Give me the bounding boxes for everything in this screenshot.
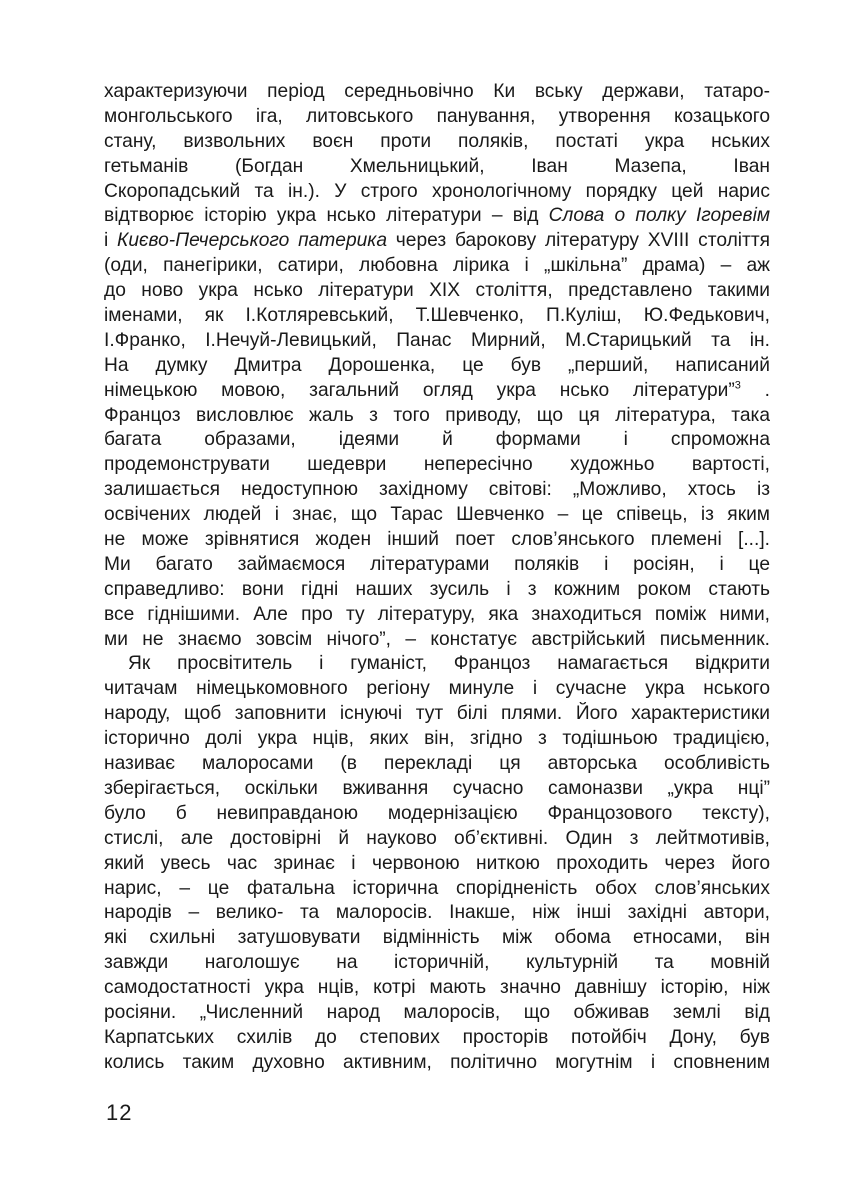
text-line: характеризуючи період середньовічно Ки вську держави, татаро- xyxy=(104,81,770,102)
text-line: було б невиправданою модернізацією Францозового тексту), xyxy=(104,802,770,824)
italic-title: Києво-Печерського патерика xyxy=(117,230,388,252)
text-line: завжди наголошує на історичній, культурній та мовній xyxy=(104,952,770,974)
text-line xyxy=(104,229,770,254)
text-fragment: німецькою мовою, загальний огляд укра нсько літератури” xyxy=(104,379,735,401)
text-line: ми не знаємо зовсім нічого”, – констатує австрійський письменник. xyxy=(104,628,770,650)
page-body xyxy=(104,80,770,1076)
text-line: народу, щоб заповнити існуючі тут білі плями. Його характеристики xyxy=(104,703,770,725)
text-line: гетьманів (Богдан Хмельницький, Іван Мазепа, Іван xyxy=(104,155,770,177)
text-line: продемонструвати шедеври непересічно художньо вартості, xyxy=(104,454,770,476)
text-line: стислі, але достовірні й науково об’єктивні. Один з лейтмотивів, xyxy=(104,827,770,849)
text-line: справедливо: вони гідні наших зусиль і з кожним роком стають xyxy=(104,578,770,600)
text-line: стану, визвольних воєн проти поляків, постаті укра нських xyxy=(104,130,770,152)
text-line: (оди, панегірики, сатири, любовна лірика і „шкільна” драма) – аж xyxy=(104,255,770,277)
text-line: до ново укра нсько літератури XIX століття, представлено такими xyxy=(104,280,770,302)
text-line: Як просвітитель і гуманіст, Францоз намагається відкрити xyxy=(128,653,770,675)
footnote-ref: 3 xyxy=(734,379,741,392)
text-line xyxy=(104,204,770,229)
text-line: освічених людей і знає, що Тарас Шевченко – це співець, із яким xyxy=(104,504,770,526)
text-line: все гіднішими. Але про ту літературу, яка знаходиться поміж ними, xyxy=(104,603,770,625)
text-line: читачам німецькомовного регіону минуле і сучасне укра нського xyxy=(104,678,770,700)
text-line: росіяни. „Численний народ малоросів, що обживав землі від xyxy=(104,1001,770,1023)
text-line: залишається недоступною західному світові: „Можливо, хтось із xyxy=(104,479,770,501)
text-fragment: відтворює історію укра нсько літератури – від xyxy=(104,205,549,227)
text-line: багата образами, ідеями й формами і спроможна xyxy=(104,429,770,451)
text-line: монгольського іга, литовського панування, утворення козацького xyxy=(104,105,770,127)
text-line: іменами, як І.Котляревський, Т.Шевченко, П.Куліш, Ю.Федькович, xyxy=(104,305,770,327)
page-number: 12 xyxy=(106,1100,133,1125)
text-line: не може зрівнятися жоден інший поет слов’янського племені [...]. xyxy=(104,529,770,551)
text-line: який увесь час зринає і червоною ниткою проходить через його xyxy=(104,852,770,874)
text-line: Скоропадський та ін.). У строго хронологічному порядку цей нарис xyxy=(104,180,770,202)
text-fragment: і xyxy=(104,230,118,252)
italic-title: Слова о полку Ігоревім xyxy=(548,205,770,227)
text-fragment: . xyxy=(764,379,770,401)
text-line: Карпатських схилів до степових просторів потойбіч Дону, був xyxy=(104,1026,770,1048)
text-line: історично долі укра нців, яких він, згідно з тодішньою традицією, xyxy=(104,728,770,750)
text-line xyxy=(104,379,770,404)
text-line: Ми багато займаємося літературами поляків і росіян, і це xyxy=(104,553,770,575)
text-line: Францоз висловлює жаль з того приводу, що ця література, така xyxy=(104,404,770,426)
text-line: які схильні затушовувати відмінність між обома етносами, він xyxy=(104,927,770,949)
text-fragment: через барокову літературу XVIII століття xyxy=(387,230,770,252)
text-line: зберігається, оскільки вживання сучасно самоназви „укра нці” xyxy=(104,777,770,799)
text-line: На думку Дмитра Дорошенка, це був „перший, написаний xyxy=(104,354,770,376)
text-line: самодостатності укра нців, котрі мають значно давнішу історію, ніж xyxy=(104,977,770,999)
text-line: колись таким духовно активним, політично могутнім і сповненим xyxy=(104,1051,770,1073)
text-line: народів – велико- та малоросів. Інакше, ніж інші західні автори, xyxy=(104,902,770,924)
text-line: І.Франко, І.Нечуй-Левицький, Панас Мирний, М.Старицький та ін. xyxy=(104,329,770,351)
text-line: нарис, – це фатальна історична спорідненість обох слов’янських xyxy=(104,877,770,899)
text-line: називає малоросами (в перекладі ця авторська особливість xyxy=(104,753,770,775)
